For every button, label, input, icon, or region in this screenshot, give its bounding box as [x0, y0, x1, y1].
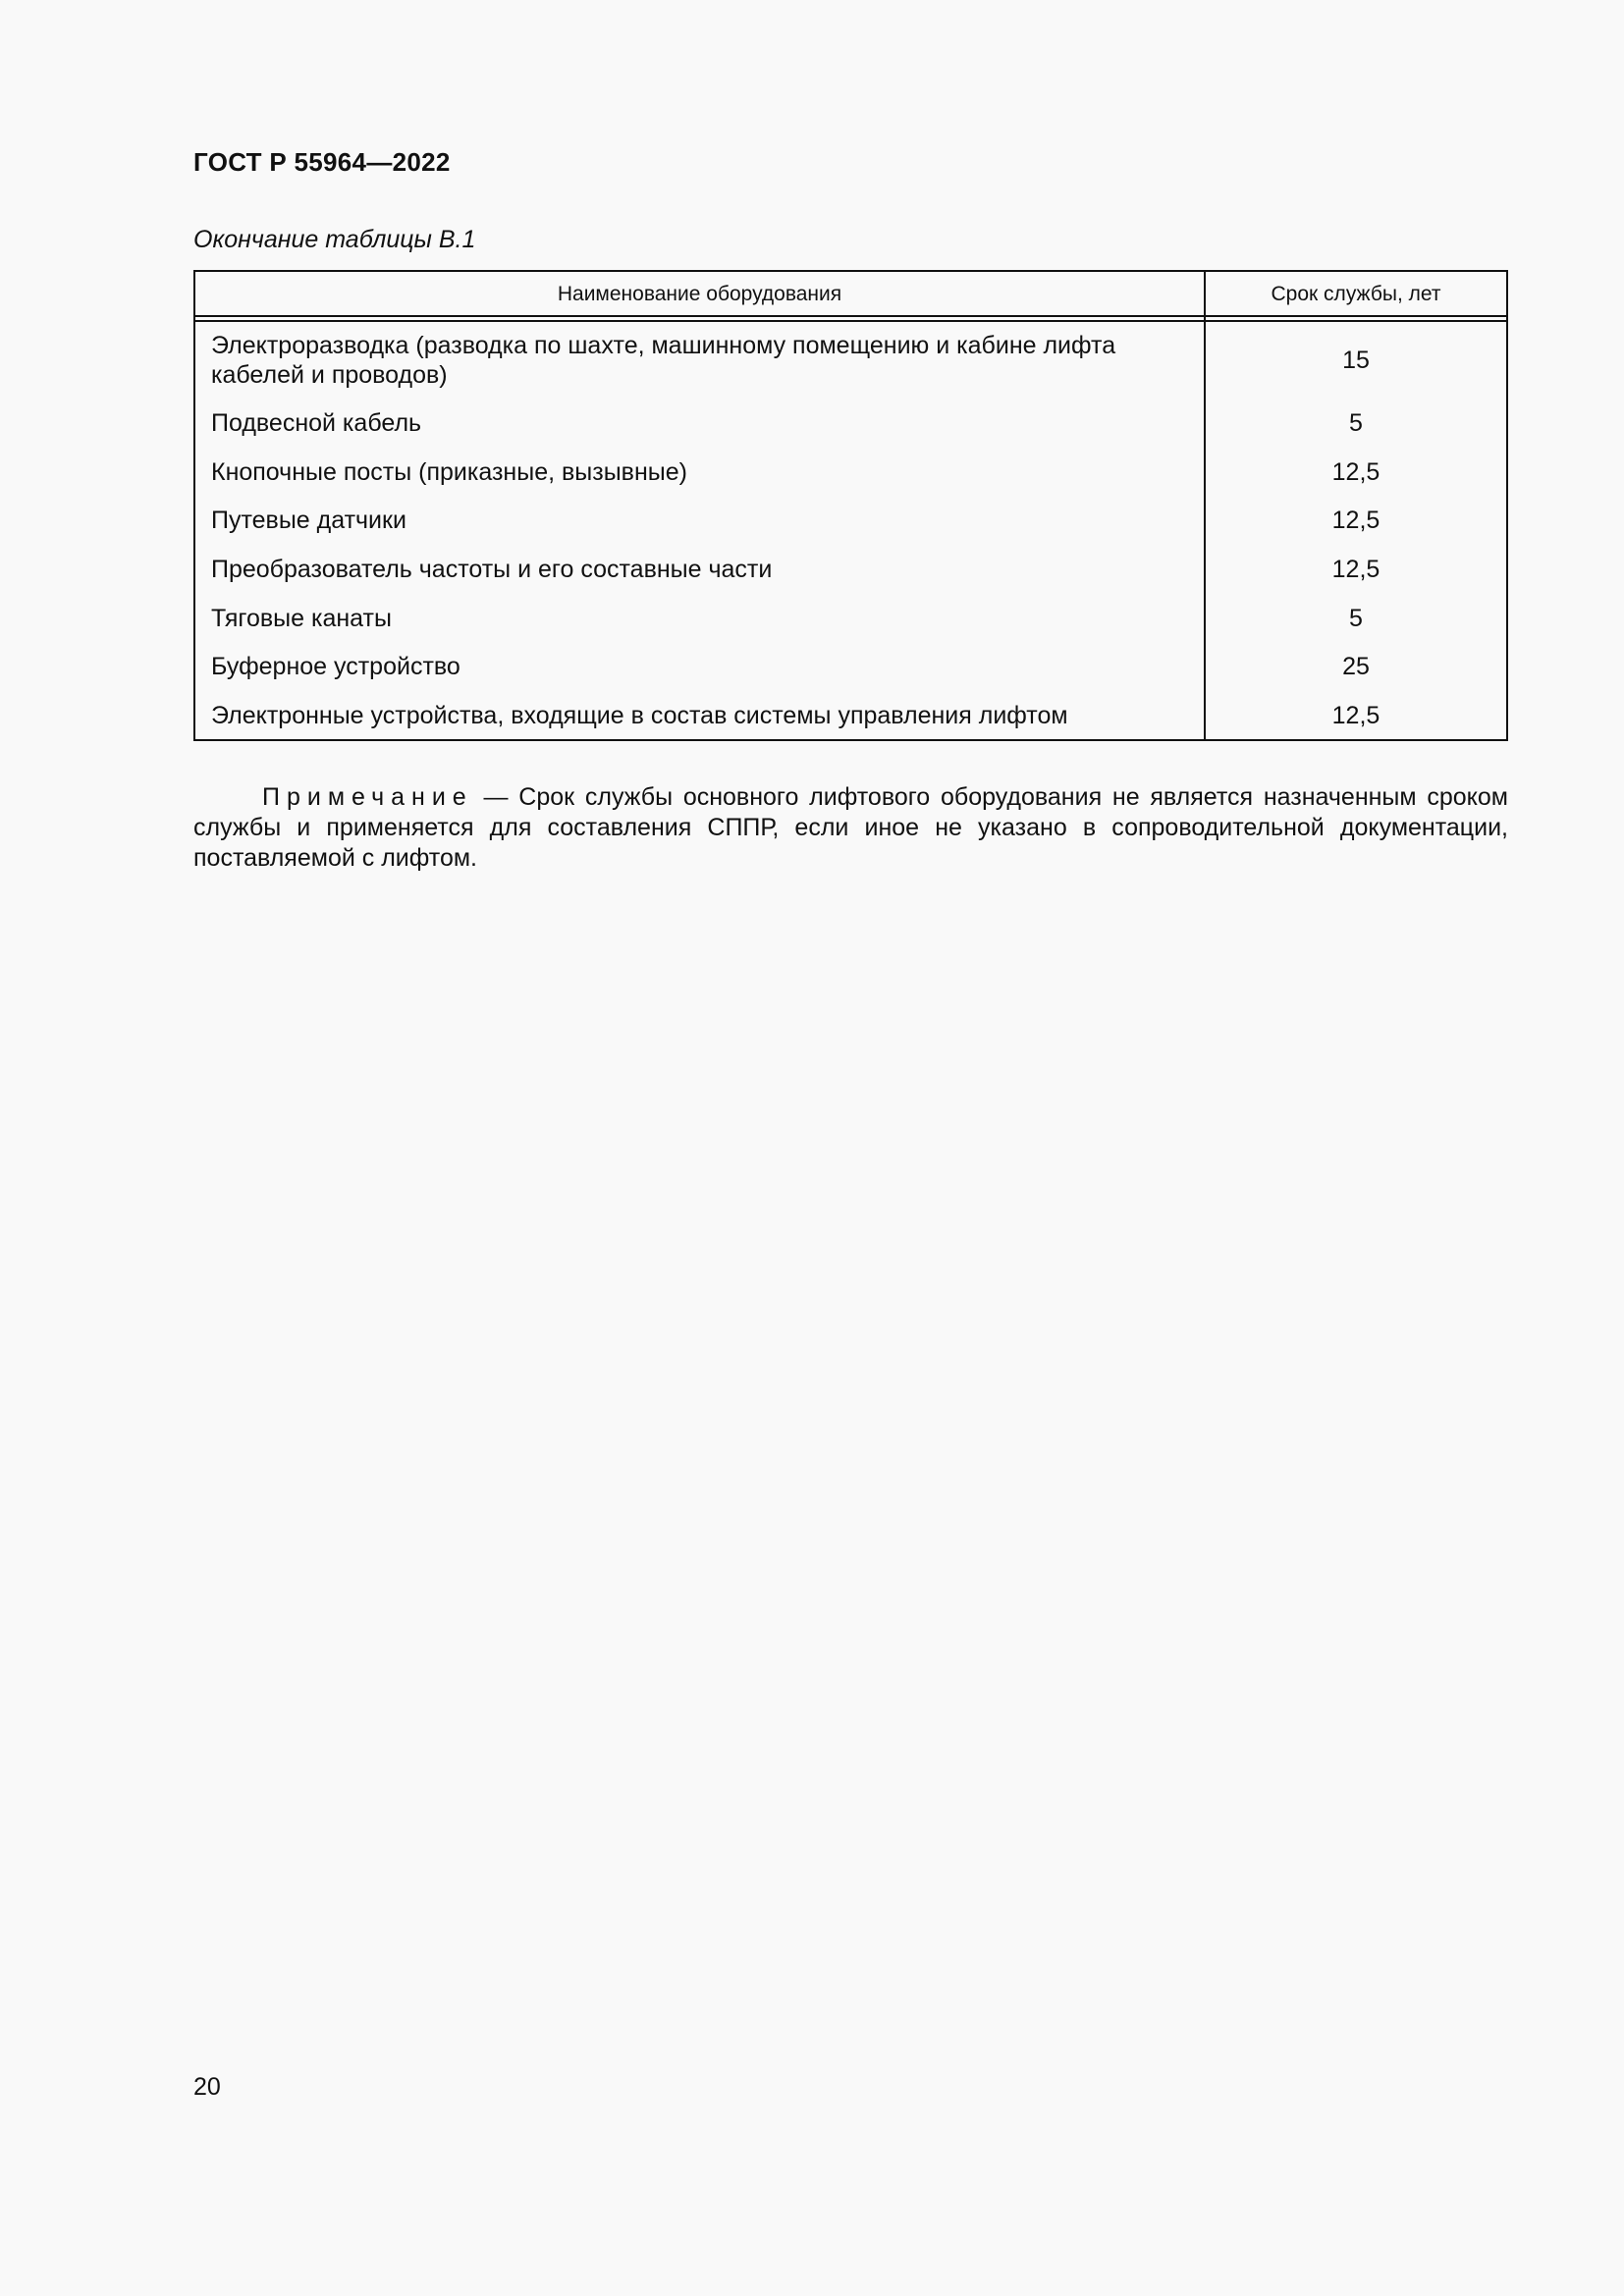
equipment-name-line1: Электроразводка (разводка по шахте, машинному помещению и кабине лифта [211, 332, 1116, 359]
equipment-name-line2: кабелей и проводов) [211, 361, 448, 389]
equipment-name: Подвесной кабель [211, 409, 422, 437]
equipment-table [193, 270, 1508, 741]
column-header-name: Наименование оборудования [557, 283, 842, 305]
document-header: ГОСТ Р 55964—2022 [193, 147, 451, 177]
equipment-name: Буферное устройство [211, 653, 460, 680]
equipment-name: Преобразователь частоты и его составные части [211, 556, 773, 583]
note-label: Примечание [262, 783, 473, 811]
header-divider-bottom [195, 320, 1506, 322]
service-life: 5 [1349, 409, 1363, 437]
service-life: 12,5 [1331, 458, 1380, 486]
service-life: 12,5 [1331, 702, 1380, 729]
service-life: 5 [1349, 605, 1363, 632]
service-life: 12,5 [1331, 556, 1380, 583]
equipment-name: Электронные устройства, входящие в состав системы управления лифтом [211, 702, 1068, 729]
service-life: 12,5 [1331, 507, 1380, 534]
service-life: 15 [1342, 347, 1370, 374]
table-note [193, 782, 1508, 874]
column-header-service-life: Срок службы, лет [1271, 283, 1441, 305]
equipment-name: Тяговые канаты [211, 605, 392, 632]
note-text: — Срок службы основного лифтового оборудования не является назначенным сроком службы и применяется для составления СППР, если иное не указано в сопроводительной документации, поставляемой с лифтом. [193, 783, 1508, 872]
service-life: 25 [1342, 653, 1370, 680]
equipment-name: Кнопочные посты (приказные, вызывные) [211, 458, 687, 486]
page-number: 20 [193, 2073, 221, 2101]
table-caption: Окончание таблицы В.1 [193, 226, 476, 253]
equipment-name: Путевые датчики [211, 507, 406, 534]
